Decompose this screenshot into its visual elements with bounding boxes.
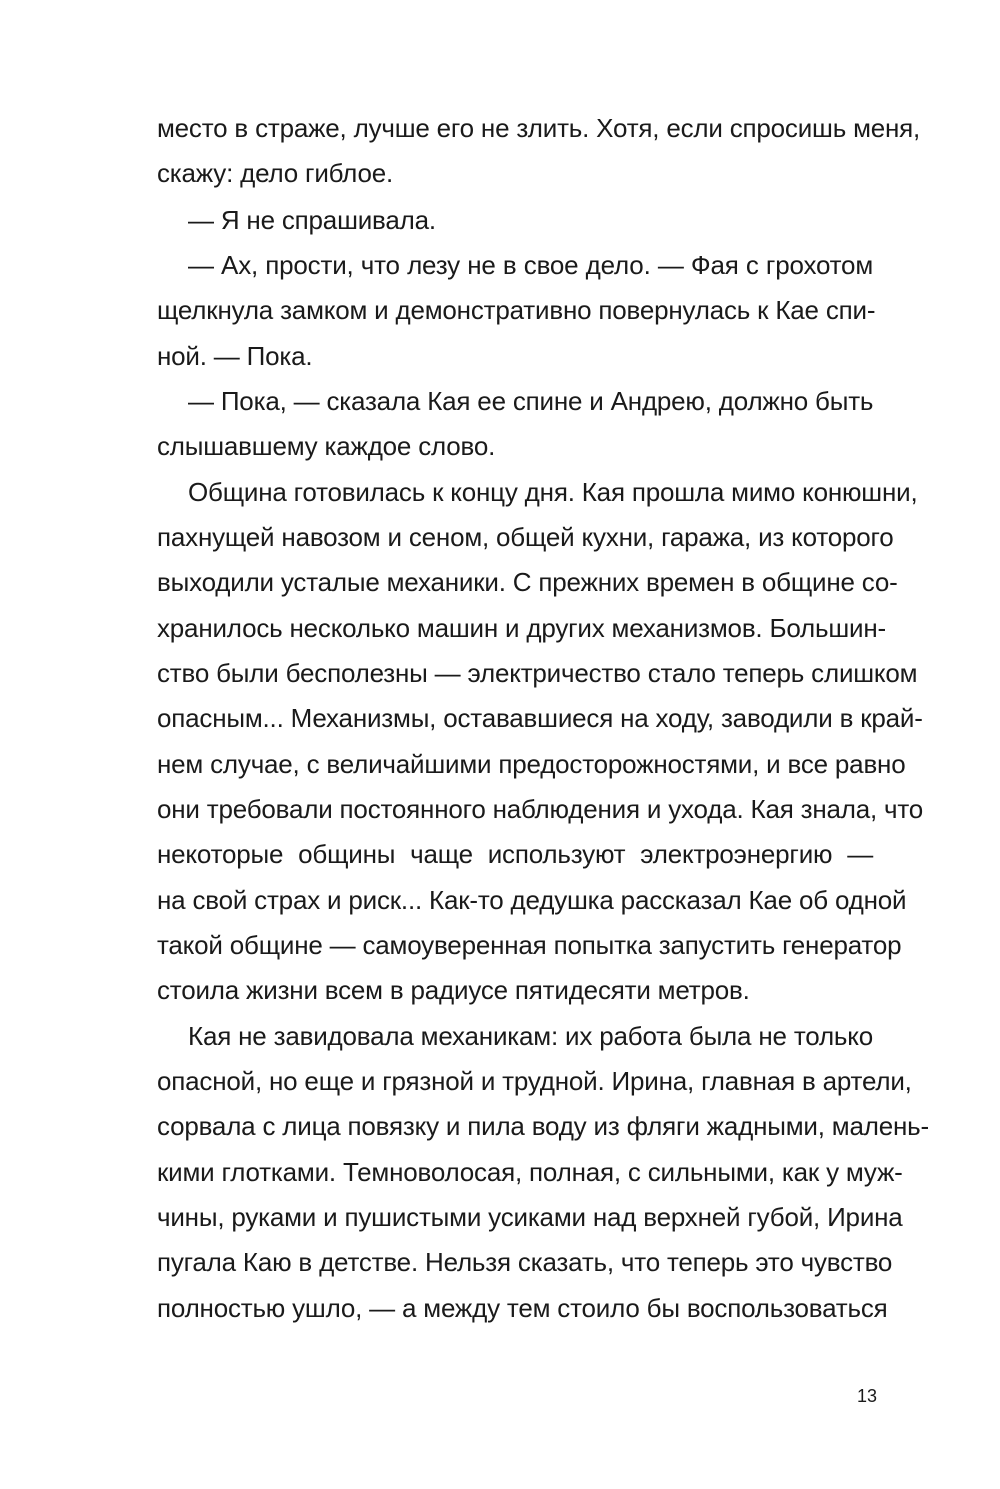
dialogue-line: — Я не спрашивала. xyxy=(188,205,436,235)
text-line: некоторые общины чаще используют электроэнергию — xyxy=(157,839,873,869)
text-line: опасной, но еще и грязной и трудной. Ирина, главная в артели, xyxy=(157,1066,912,1096)
page-number: 13 xyxy=(857,1386,878,1406)
text-line: стоила жизни всем в радиусе пятидесяти метров. xyxy=(157,975,750,1005)
text-line: полностью ушло, — а между тем стоило бы воспользоваться xyxy=(157,1293,888,1323)
text-line: они требовали постоянного наблюдения и ухода. Кая знала, что xyxy=(157,794,924,824)
dialogue-line: — Пока, — сказала Кая ее спине и Андрею, должно быть xyxy=(188,386,874,416)
text-line: место в страже, лучше его не злить. Хотя, если спросишь меня, xyxy=(157,113,921,143)
text-line: пугала Каю в детстве. Нельзя сказать, что теперь это чувство xyxy=(157,1247,893,1277)
text-line: ство были бесполезны — электричество стало теперь слишком xyxy=(157,658,918,688)
text-line: кими глотками. Темноволосая, полная, с сильными, как у муж- xyxy=(157,1157,903,1187)
text-line: хранилось несколько машин и других механизмов. Большин- xyxy=(157,613,886,643)
text-line: на свой страх и риск... Как-то дедушка рассказал Кае об одной xyxy=(157,885,907,915)
paragraph-first-line: Кая не завидовала механикам: их работа была не только xyxy=(188,1021,873,1051)
text-line: слышавшему каждое слово. xyxy=(157,431,496,461)
text-line: чины, руками и пушистыми усиками над верхней губой, Ирина xyxy=(157,1202,903,1232)
text-line: щелкнула замком и демонстративно повернулась к Кае спи- xyxy=(157,295,876,325)
text-line: сорвала с лица повязку и пила воду из фляги жадными, малень- xyxy=(157,1111,929,1141)
text-line: опасным... Механизмы, остававшиеся на ходу, заводили в край- xyxy=(157,703,923,733)
book-page xyxy=(157,0,929,1489)
text-line: выходили усталые механики. С прежних времен в общине со- xyxy=(157,567,898,597)
text-line: такой общине — самоуверенная попытка запустить генератор xyxy=(157,930,902,960)
text-line: скажу: дело гиблое. xyxy=(157,158,393,188)
paragraph-first-line: Община готовилась к концу дня. Кая прошла мимо конюшни, xyxy=(188,477,918,507)
text-line: нем случае, с величайшими предосторожностями, и все равно xyxy=(157,749,906,779)
dialogue-line: — Ах, прости, что лезу не в свое дело. — Фая с грохотом xyxy=(188,250,873,280)
text-line: ной. — Пока. xyxy=(157,341,313,371)
text-line: пахнущей навозом и сеном, общей кухни, гаража, из которого xyxy=(157,522,894,552)
